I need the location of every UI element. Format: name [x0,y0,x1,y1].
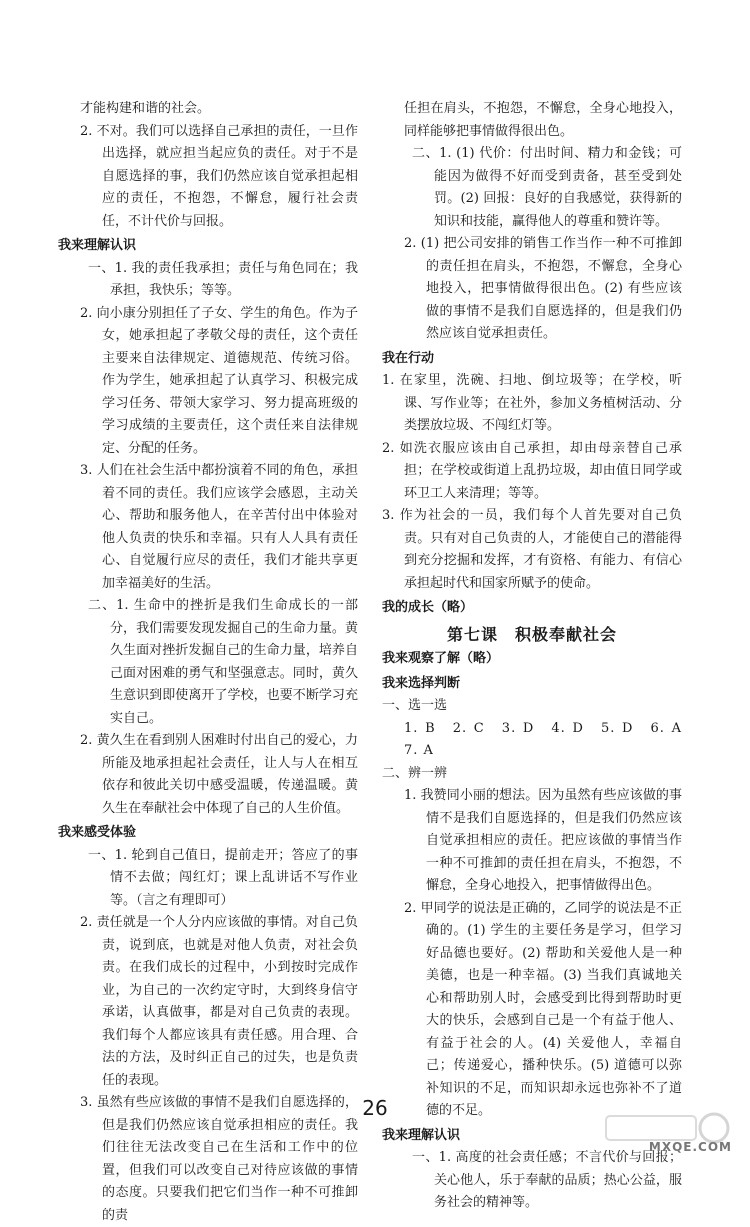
choice-answers: 1. B 2. C 3. D 4. D 5. D 6. A 7. A [404,720,697,758]
answer-item: 2. 责任就是一个人分内应该做的事情。对自己负责，说到底，也就是对他人负责，对社会负责。在我们成长的过程中，小到按时完成作业，为自己的一次约定守时，大到终身信守承诺，认真做事，都是对自己负责的表现。我们每个人都应该具有责任感。用合理、合法的方法，及时纠正自己的过失，也是负责任的表现。 [80,915,358,1088]
answer-item: 2. 如洗衣服应该由自己承担，却由母亲替自己承担；在学校或街道上乱扔垃圾，却由值日同学或环卫工人来清理；等等。 [382,440,682,501]
answer-item: 2. 甲同学的说法是正确的，乙同学的说法是不正确的。(1) 学生的主要任务是学习，但学习好品德也要好。(2) 帮助和关爱他人是一种美德，也是一种幸福。(3) 当我们真诚地关心和帮助别人时，会感受到比得到帮助时更大的快乐，会感到自己是一个有益于他人、有益于社会的人。(4) 关爱他人，幸福自己；传递爱心，播种快乐。(5) 道德可以弥补知识的不足，而知识却永远也弥补不了道德的不足。 [404,900,682,1118]
paragraph: 任担在肩头，不抱怨，不懈怠，全身心地投入，同样能够把事情做得很出色。 [404,101,682,139]
answer-item: 一、1. 高度的社会责任感；不言代价与回报；关心他人，乐于奉献的品质；热心公益，服务社会的精神等。 [412,1150,682,1210]
answer-item: 2. (1) 把公司安排的销售工作当作一种不可推卸的责任担在肩头，不抱怨，不懈怠，全身心地投入，把事情做得很出色。(2) 有些应该做的事情不是我们自愿选择的，但是我们仍然应该自觉承担责任。 [404,236,682,341]
section-heading: 我来理解认识 [382,1127,461,1143]
answer-item: 2. 不对。我们可以选择自己承担的责任，一旦作出选择，就应担当起应负的责任。对于不是自愿选择的事，我们仍然应该自觉承担起相应的责任，不抱怨，不懈怠，履行社会责任，不计代价与回报。 [80,123,358,229]
answer-item: 二、1. (1) 代价：付出时间、精力和金钱；可能因为做得不好而受到责备，甚至受到处罚。(2) 回报：良好的自我感觉，获得新的知识和技能，赢得他人的尊重和赞许等。 [412,146,682,229]
answer-item: 一、1. 轮到自己值日，提前走开；答应了的事情不去做；闯红灯；课上乱讲话不写作业等。（言之有理即可） [88,847,358,908]
answer-item: 1. 在家里，洗碗、扫地、倒垃圾等；在学校，听课、写作业等；在社外，参加义务植树活动、分类摆放垃圾、不闯红灯等。 [382,373,682,433]
sub-heading: 一、选一选 [382,698,448,713]
section-heading: 我来理解认识 [58,238,137,253]
answer-item: 二、1. 生命中的挫折是我们生命成长的一部分，我们需要发现发掘自己的生命力量。黄久生面对挫折发掘自己的生命力量，培养自己面对困难的勇气和坚强意志。同时，黄久生意识到即使离开了学校，也要不断学习充实自己。 [88,598,358,726]
page-number: 26 [362,1096,388,1120]
paragraph: 才能构建和谐的社会。 [80,101,211,116]
sub-heading: 二、辨一辨 [382,765,448,781]
watermark-text: MXQE.COM [648,1140,732,1154]
section-heading: 我的成长（略） [382,600,474,615]
section-heading: 我来观察了解（略） [382,651,500,666]
answer-item: 一、1. 我的责任我承担；责任与角色同在；我承担，我快乐；等等。 [88,260,358,298]
answer-item: 3. 虽然有些应该做的事情不是我们自愿选择的，但是我们仍然应该自觉承担相应的责任。我们往往无法改变自己在生活和工作中的位置，但我们可以改变自己对待应该做的事情的态度。只要我们把它们当作一种不可推卸的责 [80,1095,358,1223]
answer-item: 2. 向小康分别担任了子女、学生的角色。作为子女，她承担起了孝敬父母的责任，这个责任主要来自法律规定、道德规范、传统习俗。作为学生，她承担起了认真学习、积极完成学习任务、带领大家学习、努力提高班级的学习成绩的主要责任，这个责任来自法律规定、分配的任务。 [80,305,358,456]
answer-item: 3. 人们在社会生活中都扮演着不同的角色，承担着不同的责任。我们应该学会感恩，主动关心、帮助和服务他人，在辛苦付出中体验对他人负责的快乐和幸福。只有人人具有责任心、自觉履行应尽的责任，我们才能共享更加幸福美好的生活。 [80,463,358,591]
answer-item: 3. 作为社会的一员，我们每个人首先要对自己负责。只有对自己负责的人，才能使自己的潜能得到充分挖掘和发挥，才有资格、有能力、有信心承担起时代和国家所赋予的使命。 [382,508,682,591]
answer-item: 2. 黄久生在看到别人困难时付出自己的爱心，力所能及地承担起社会责任，让人与人在相互依存和彼此关切中感受温暖，传递温暖。黄久生在奉献社会中体现了自己的人生价值。 [80,733,358,816]
lesson-title: 第七课 积极奉献社会 [446,624,617,644]
left-column [58,98,358,1227]
section-heading: 我来选择判断 [382,675,461,691]
section-heading: 我在行动 [382,350,435,366]
section-heading: 我来感受体验 [58,825,137,840]
answer-item: 1. 我赞同小丽的想法。因为虽然有些应该做的事情不是我们自愿选择的，但是我们仍然应该自觉承担相应的责任。把应该做的事情当作一种不可推卸的责任担在肩头，不抱怨，不懈怠，全身心地投入，把事情做得出色。 [404,788,682,893]
